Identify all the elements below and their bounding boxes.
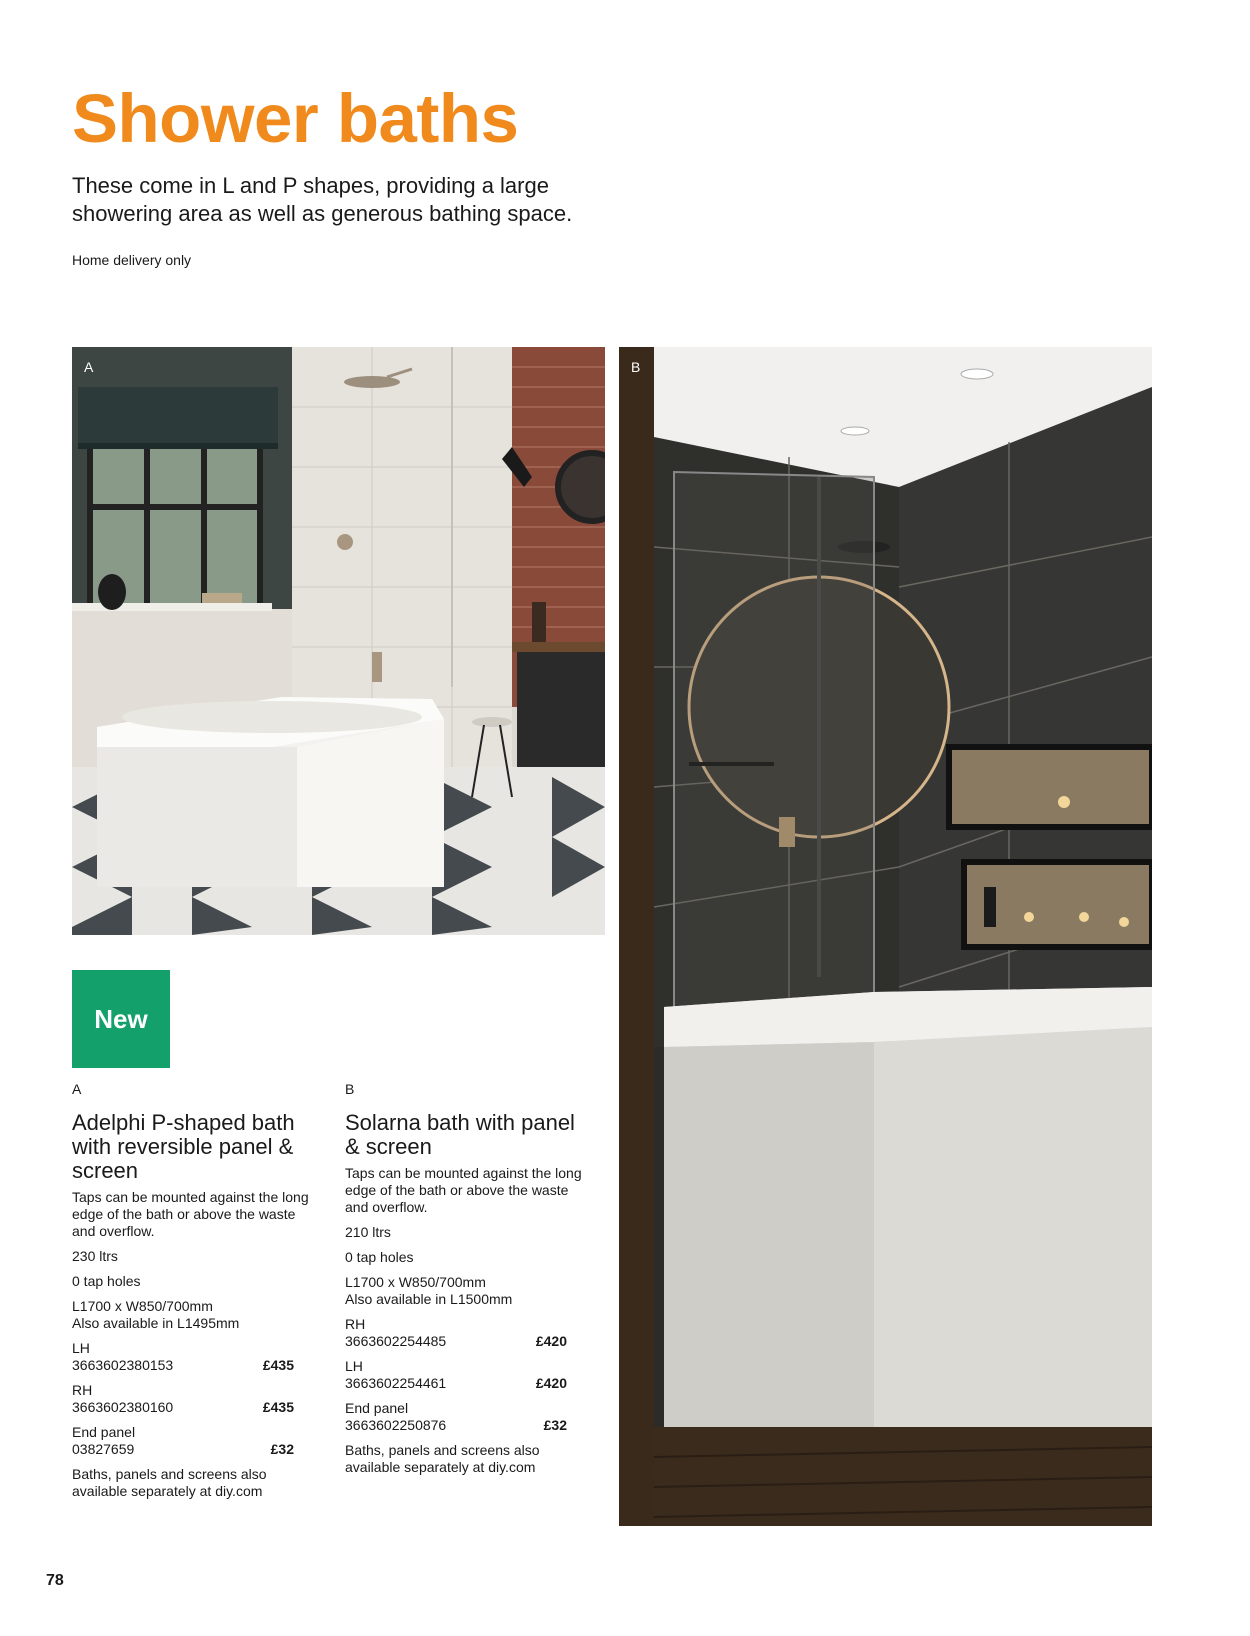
product-b-capacity: 210 ltrs bbox=[345, 1224, 391, 1240]
product-b bbox=[345, 1081, 585, 1476]
product-b-item bbox=[345, 1316, 585, 1350]
bathroom-photo-b bbox=[619, 347, 1152, 1526]
product-b-name: Solarna bath with panel & screen bbox=[345, 1110, 575, 1159]
product-b-item bbox=[345, 1400, 585, 1434]
product-a-item-code: 03827659 bbox=[72, 1441, 135, 1457]
product-b-item-label: RH bbox=[345, 1316, 366, 1332]
image-a-letter: A bbox=[84, 359, 94, 375]
product-a-note: Baths, panels and screens also available separately at diy.com bbox=[72, 1466, 267, 1499]
delivery-note: Home delivery only bbox=[72, 252, 192, 268]
product-b-item-label: End panel bbox=[345, 1400, 409, 1416]
product-a-letter: A bbox=[72, 1081, 82, 1097]
product-a-item-code: 3663602380153 bbox=[72, 1357, 174, 1373]
bathroom-b-illustration bbox=[619, 347, 1152, 1526]
product-a-item bbox=[72, 1382, 312, 1416]
product-a-size: L1700 x W850/700mm bbox=[72, 1298, 213, 1314]
product-b-note: Baths, panels and screens also available separately at diy.com bbox=[345, 1442, 540, 1475]
product-a-item-label: End panel bbox=[72, 1424, 136, 1440]
product-a-name: Adelphi P-shaped bath with reversible panel & screen bbox=[72, 1110, 295, 1183]
product-a bbox=[72, 1081, 312, 1500]
new-badge: New bbox=[72, 970, 170, 1068]
product-a-item bbox=[72, 1424, 312, 1458]
product-b-item-label: LH bbox=[345, 1358, 363, 1374]
product-b-letter: B bbox=[345, 1081, 355, 1097]
product-a-description: Taps can be mounted against the long edge of the bath or above the waste and overflow. bbox=[72, 1189, 309, 1239]
product-a-item-code: 3663602380160 bbox=[72, 1399, 174, 1415]
product-a-item-price: £435 bbox=[262, 1399, 294, 1415]
product-a-tap-holes: 0 tap holes bbox=[72, 1273, 141, 1289]
product-b-item-code: 3663602254461 bbox=[345, 1375, 447, 1391]
product-a-item bbox=[72, 1340, 312, 1374]
product-b-item-code: 3663602254485 bbox=[345, 1333, 447, 1349]
product-b-item-price: £420 bbox=[535, 1333, 567, 1349]
product-a-item-label: LH bbox=[72, 1340, 90, 1356]
product-b-also: Also available in L1500mm bbox=[345, 1291, 513, 1307]
bathroom-photo-a bbox=[72, 347, 605, 935]
bathroom-a-illustration bbox=[72, 347, 605, 935]
image-b-letter: B bbox=[631, 359, 641, 375]
product-b-item bbox=[345, 1358, 585, 1392]
product-a-item-price: £435 bbox=[262, 1357, 294, 1373]
product-b-item-price: £32 bbox=[543, 1417, 567, 1433]
page-title: Shower baths bbox=[72, 80, 519, 157]
page-number: 78 bbox=[46, 1572, 64, 1589]
product-a-item-label: RH bbox=[72, 1382, 93, 1398]
product-b-item-price: £420 bbox=[535, 1375, 567, 1391]
intro-text: These come in L and P shapes, providing a large showering area as well as generous bathing space. bbox=[72, 173, 573, 226]
product-a-also: Also available in L1495mm bbox=[72, 1315, 240, 1331]
product-b-item-code: 3663602250876 bbox=[345, 1417, 447, 1433]
product-a-capacity: 230 ltrs bbox=[72, 1248, 118, 1264]
product-b-size: L1700 x W850/700mm bbox=[345, 1274, 486, 1290]
product-b-description: Taps can be mounted against the long edge of the bath or above the waste and overflow. bbox=[345, 1165, 582, 1215]
product-b-tap-holes: 0 tap holes bbox=[345, 1249, 414, 1265]
product-a-item-price: £32 bbox=[270, 1441, 294, 1457]
